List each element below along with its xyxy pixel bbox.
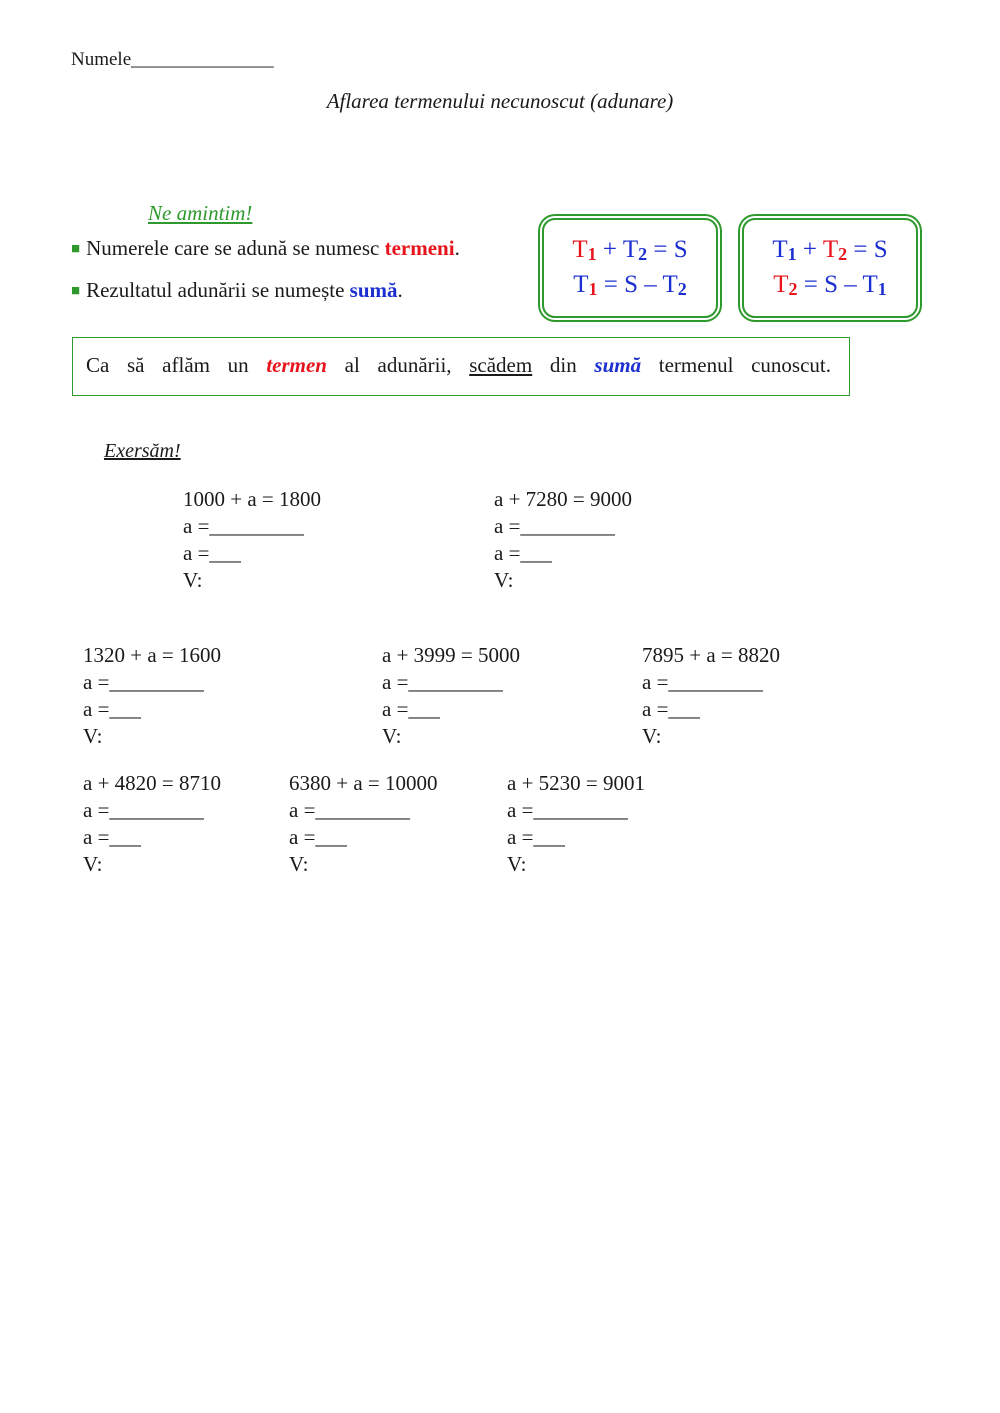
worksheet-title: Aflarea termenului necunoscut (adunare) [326, 89, 674, 113]
reminder-heading: Ne amintim! [148, 201, 253, 225]
exercise-equation: a + 7280 = 9000 [494, 487, 633, 511]
check-label[interactable]: V: [494, 568, 514, 592]
bullet-end: . [397, 278, 403, 302]
answer-line[interactable]: a =_________ [507, 798, 628, 822]
answer-line[interactable]: a =___ [83, 825, 141, 849]
answer-line[interactable]: a =_________ [83, 670, 204, 694]
keyword-scadem: scădem [469, 353, 533, 377]
answer-line[interactable]: a =___ [83, 697, 141, 721]
answer-line[interactable]: a =_________ [183, 514, 304, 538]
formula-sum-line: $T_1 + T_2 = S$ [572, 236, 688, 264]
formula-term-line: $T_2 = S - T_1$ [773, 271, 887, 299]
keyword-termen: termen [266, 353, 327, 377]
exercise-equation: 7895 + a = 8820 [642, 643, 781, 667]
answer-line[interactable]: a =___ [289, 825, 347, 849]
check-label[interactable]: V: [642, 724, 662, 748]
exercise-equation: 6380 + a = 10000 [289, 771, 438, 795]
exercise-equation: 1000 + a = 1800 [183, 487, 322, 511]
exercise-8 [507, 770, 645, 878]
exercise-1 [183, 486, 321, 594]
rule-text: Ca să aflăm un termen al adunării, scădem din sumă termenul cunoscut. [86, 353, 831, 377]
exercise-equation: 1320 + a = 1600 [83, 643, 222, 667]
exercise-7 [289, 770, 438, 878]
check-label[interactable]: V: [183, 568, 203, 592]
answer-line[interactable]: a =_________ [382, 670, 503, 694]
answer-line[interactable]: a =___ [642, 697, 700, 721]
formula-box-right [742, 218, 918, 318]
formula-term-line: $T_1 = S - T_2$ [573, 271, 687, 299]
answer-line[interactable]: a =___ [507, 825, 565, 849]
exercise-equation: a + 3999 = 5000 [382, 643, 521, 667]
answer-line[interactable]: a =_________ [83, 798, 204, 822]
reminder-bullet-sum [71, 278, 403, 303]
check-label[interactable]: V: [83, 852, 103, 876]
rule-box [72, 337, 850, 396]
reminder-bullet-terms [71, 236, 460, 261]
keyword-termeni: termeni [384, 236, 455, 260]
check-label[interactable]: V: [382, 724, 402, 748]
answer-line[interactable]: a =_________ [289, 798, 410, 822]
square-bullet-icon: ■ [71, 241, 81, 257]
check-label[interactable]: V: [83, 724, 103, 748]
exercise-equation: a + 4820 = 8710 [83, 771, 222, 795]
bullet-text: Rezultatul adunării se numește [86, 278, 350, 302]
keyword-suma-rule: sumă [594, 353, 642, 377]
name-field-label[interactable]: Numele_______________ [71, 49, 274, 70]
answer-line[interactable]: a =___ [494, 541, 552, 565]
exercise-2 [494, 486, 632, 594]
answer-line[interactable]: a =_________ [494, 514, 615, 538]
check-label[interactable]: V: [507, 852, 527, 876]
answer-line[interactable]: a =_________ [642, 670, 763, 694]
answer-line[interactable]: a =___ [382, 697, 440, 721]
formula-box-left [542, 218, 718, 318]
bullet-end: . [454, 236, 460, 260]
exercise-4 [382, 642, 520, 750]
keyword-suma: sumă [349, 278, 398, 302]
practice-heading: Exersăm! [104, 440, 181, 462]
exercise-equation: a + 5230 = 9001 [507, 771, 646, 795]
answer-line[interactable]: a =___ [183, 541, 241, 565]
exercise-5 [642, 642, 780, 750]
exercise-3 [83, 642, 221, 750]
formula-sum-line: $T_1 + T_2 = S$ [772, 236, 888, 264]
check-label[interactable]: V: [289, 852, 309, 876]
bullet-text: Numerele care se adună se numesc [86, 236, 385, 260]
exercise-6 [83, 770, 221, 878]
square-bullet-icon: ■ [71, 283, 81, 299]
